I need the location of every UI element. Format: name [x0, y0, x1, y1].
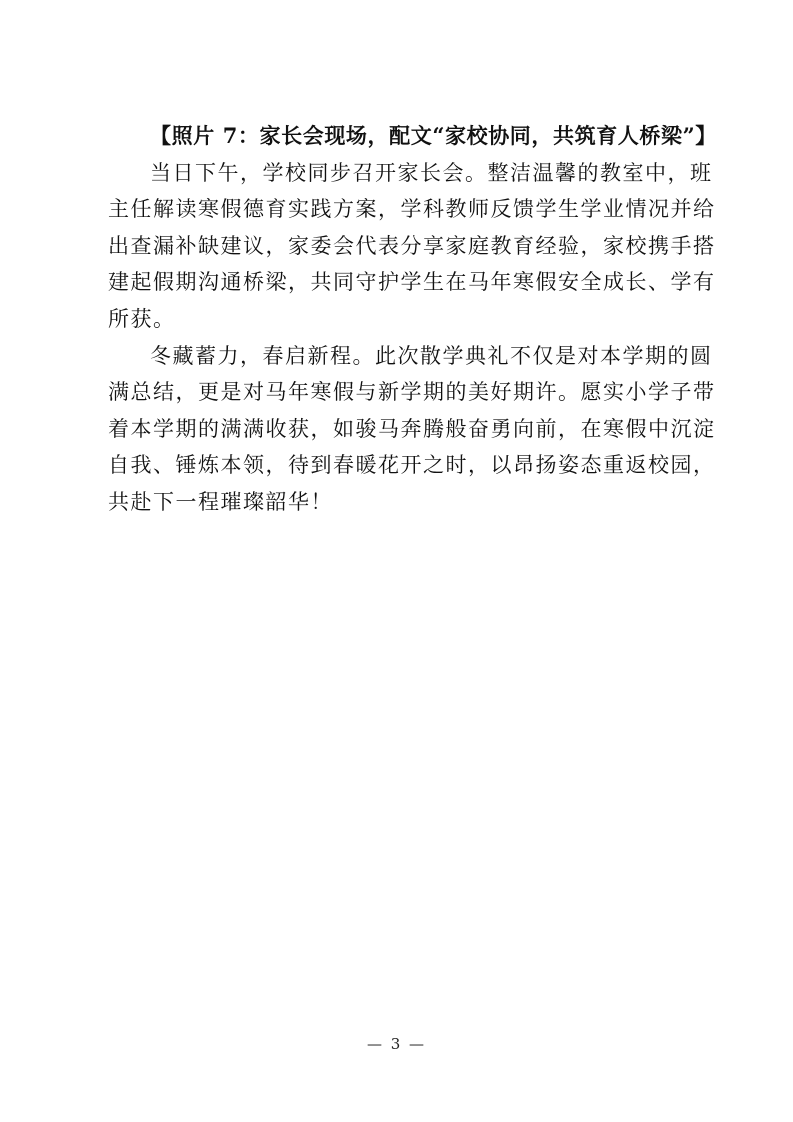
paragraph-line: 着本学期的满满收获，如骏马奔腾般奋勇向前，在寒假中沉淀 [108, 416, 716, 441]
paragraph-line: 冬藏蓄力，春启新程。此次散学典礼不仅是对本学期的圆 [150, 343, 713, 368]
paragraph-closing [108, 338, 716, 521]
paragraph-line: 共赴下一程璀璨韶华！ [108, 489, 333, 514]
document-body [108, 118, 717, 521]
page-number: — 3 — [366, 1035, 427, 1053]
paragraph-line: 建起假期沟通桥梁，共同守护学生在马年寒假安全成长、学有 [108, 270, 716, 295]
paragraph-line: 当日下午，学校同步召开家长会。整洁温馨的教室中，班 [150, 160, 713, 185]
photo-caption: 【照片 7：家长会现场，配文“家校协同，共筑育人桥梁”】 [150, 123, 717, 148]
paragraph-line: 主任解读寒假德育实践方案，学科教师反馈学生学业情况并给 [108, 197, 716, 222]
paragraph-line: 出查漏补缺建议，家委会代表分享家庭教育经验，家校携手搭 [108, 233, 716, 258]
paragraph-line: 自我、锤炼本领，待到春暖花开之时，以昂扬姿态重返校园， [108, 453, 716, 478]
paragraph-parent-meeting [108, 155, 716, 338]
paragraph-line: 所获。 [108, 306, 176, 331]
paragraph-line: 满总结，更是对马年寒假与新学期的美好期许。愿实小学子带 [108, 380, 716, 405]
